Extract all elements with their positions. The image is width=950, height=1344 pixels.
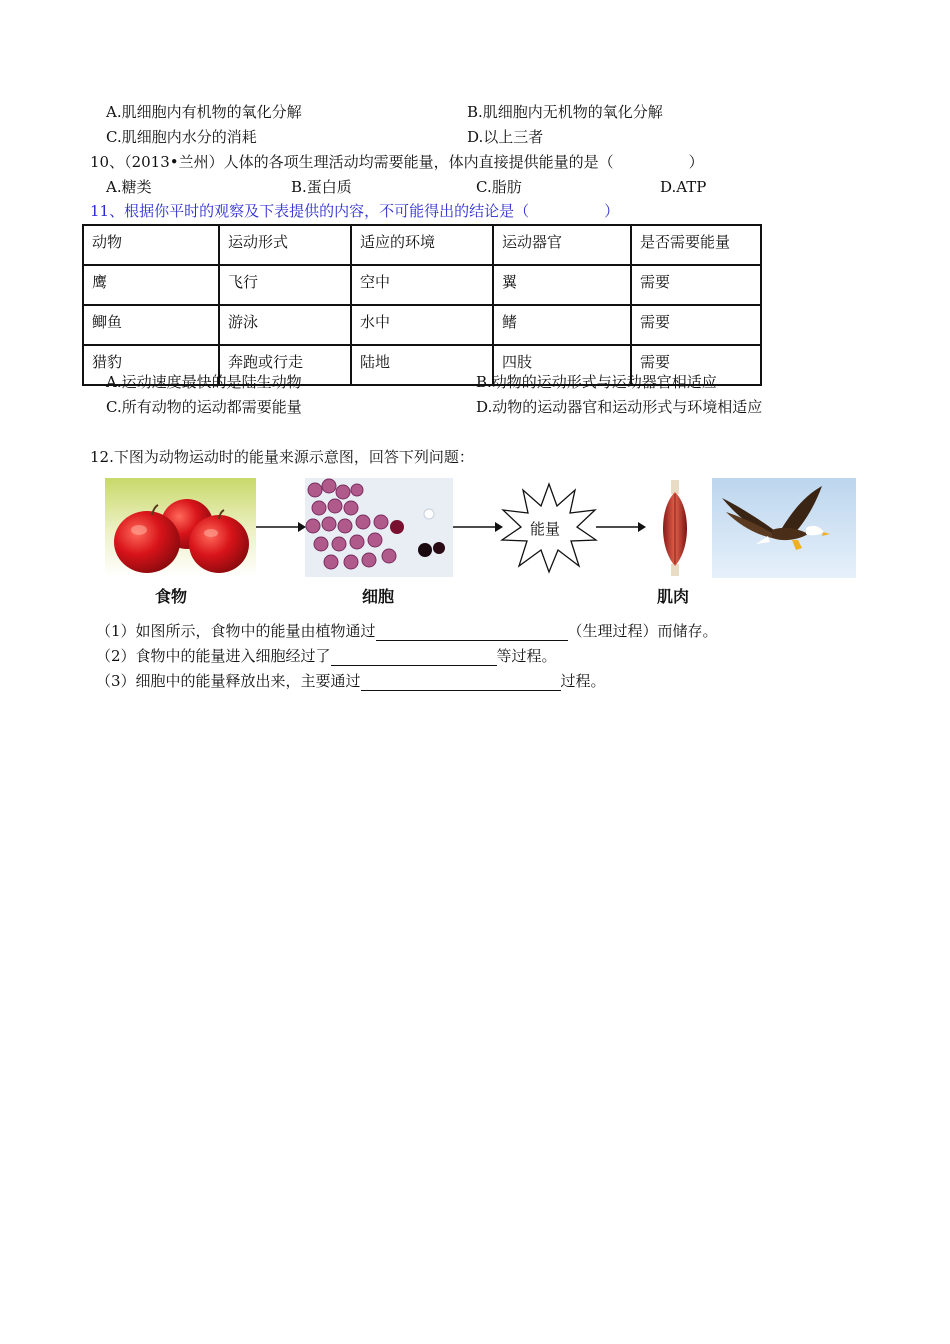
q9-option-b: B.肌细胞内无机物的氧化分解 xyxy=(467,103,663,121)
q12-sub1-suffix: （生理过程）而储存。 xyxy=(567,622,718,640)
q12-sub3 xyxy=(96,671,606,691)
table-header-cell: 动物 xyxy=(83,225,219,265)
table-header-cell: 运动器官 xyxy=(493,225,631,265)
table-cell: 鲫鱼 xyxy=(83,305,219,345)
q11-option-b: B.动物的运动形式与运动器官相适应 xyxy=(476,373,717,391)
table-cell: 需要 xyxy=(631,345,761,385)
q12-sub2 xyxy=(96,646,557,666)
table-header-cell: 运动形式 xyxy=(219,225,351,265)
table-cell: 空中 xyxy=(351,265,493,305)
q9-option-d: D.以上三者 xyxy=(467,128,544,146)
table-cell: 鳍 xyxy=(493,305,631,345)
q12-stem: 12.下图为动物运动时的能量来源示意图，回答下列问题： xyxy=(90,448,474,466)
table-cell: 需要 xyxy=(631,265,761,305)
q12-sub1-prefix: （1）如图所示，食物中的能量由植物通过 xyxy=(96,622,376,640)
apples-image xyxy=(105,478,256,577)
arrow-right-icon xyxy=(256,520,306,534)
table-cell: 陆地 xyxy=(351,345,493,385)
q12-sub3-suffix: 过程。 xyxy=(560,672,606,690)
arrow-right-icon xyxy=(596,520,646,534)
arrow-right-icon xyxy=(453,520,503,534)
q12-sub1 xyxy=(96,621,718,641)
q10-option-c: C.脂肪 xyxy=(476,178,522,196)
energy-label: 能量 xyxy=(530,520,561,538)
q11-option-d: D.动物的运动器官和运动形式与环境相适应 xyxy=(476,398,763,416)
table-cell: 翼 xyxy=(493,265,631,305)
answer-blank-2[interactable] xyxy=(331,649,497,666)
eagle-image xyxy=(712,478,856,578)
q12-sub3-prefix: （3）细胞中的能量释放出来，主要通过 xyxy=(96,672,361,690)
q12-sub2-prefix: （2）食物中的能量进入细胞经过了 xyxy=(96,647,331,665)
table-cell: 飞行 xyxy=(219,265,351,305)
q11-table xyxy=(82,224,762,386)
table-header-cell: 是否需要能量 xyxy=(631,225,761,265)
table-cell: 需要 xyxy=(631,305,761,345)
q11-option-c: C.所有动物的运动都需要能量 xyxy=(106,398,302,416)
table-cell: 鹰 xyxy=(83,265,219,305)
answer-blank-3[interactable] xyxy=(361,674,561,691)
q11-stem: 11、根据你平时的观察及下表提供的内容，不可能得出的结论是（ ） xyxy=(90,202,620,220)
q11-option-a: A.运动速度最快的是陆生动物 xyxy=(106,373,302,391)
q9-option-c: C.肌细胞内水分的消耗 xyxy=(106,128,257,146)
blood-cells-image xyxy=(305,478,453,577)
q10-option-d: D.ATP xyxy=(660,178,707,196)
q10-option-b: B.蛋白质 xyxy=(291,178,352,196)
table-header-row xyxy=(83,225,761,265)
q9-option-a: A.肌细胞内有机物的氧化分解 xyxy=(106,103,302,121)
table-cell: 猎豹 xyxy=(83,345,219,385)
table-row xyxy=(83,265,761,305)
table-cell: 四肢 xyxy=(493,345,631,385)
table-cell: 水中 xyxy=(351,305,493,345)
table-cell: 奔跑或行走 xyxy=(219,345,351,385)
muscle-image xyxy=(657,478,693,578)
food-label: 食物 xyxy=(155,587,188,606)
cell-label: 细胞 xyxy=(362,587,395,606)
table-cell: 游泳 xyxy=(219,305,351,345)
q12-sub2-suffix: 等过程。 xyxy=(496,647,557,665)
q10-stem: 10、（2013•兰州）人体的各项生理活动均需要能量，体内直接提供能量的是（ ） xyxy=(90,153,704,171)
q10-option-a: A.糖类 xyxy=(106,178,152,196)
table-header-cell: 适应的环境 xyxy=(351,225,493,265)
muscle-label: 肌肉 xyxy=(657,587,690,606)
table-row xyxy=(83,305,761,345)
answer-blank-1[interactable] xyxy=(376,624,568,641)
